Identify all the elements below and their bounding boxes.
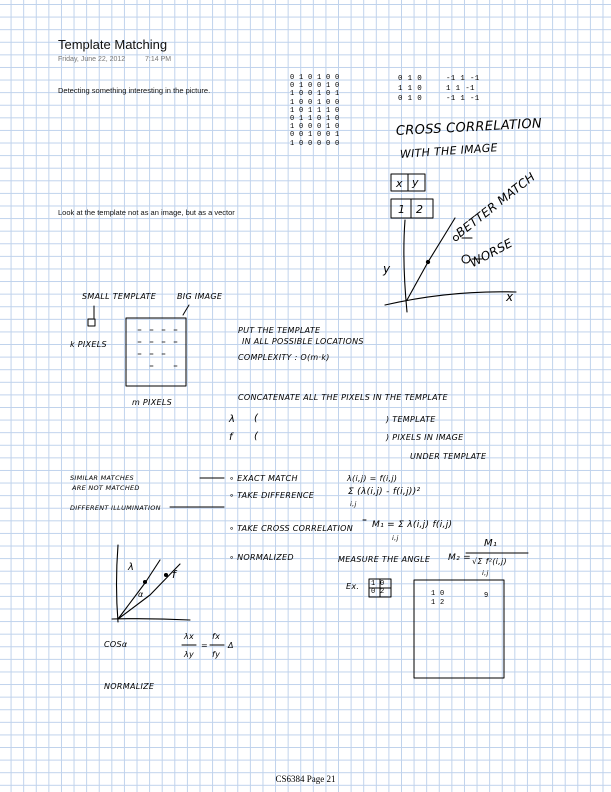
- example-inner-2: 1 2: [431, 599, 445, 607]
- example-grid-row: 0 2: [371, 588, 385, 596]
- matrix-row: 0 1 0 1 0 0: [290, 74, 340, 82]
- method-cross-correlation: ∘ TAKE CROSS CORRELATION: [229, 524, 354, 533]
- cell-x: x: [396, 177, 403, 190]
- matrix-row: 0 1 1 0 1 0: [290, 115, 340, 124]
- step-put-template: PUT THE TEMPLATE: [238, 326, 321, 335]
- lambda-label: λ: [229, 414, 236, 425]
- m2-numerator: M₁: [484, 538, 498, 549]
- template-row: -1 1 -1: [446, 95, 480, 103]
- matrix-row: 0 0 1 0 0 1: [290, 131, 340, 140]
- vector-diagram: [112, 545, 224, 645]
- normalize-label: NORMALIZE: [104, 682, 155, 691]
- worse-label: WORSE: [467, 235, 515, 270]
- lambda-open-paren: (: [254, 413, 259, 424]
- cross-correlation-line1: CROSS CORRELATION: [395, 116, 543, 139]
- example-inner-3: 9: [484, 592, 489, 600]
- cross-correlation-equation: M₁ = Σ λ(i,j) f(i,j): [372, 520, 453, 530]
- binary-matrix: [290, 74, 340, 148]
- k-pixels-label: k PIXELS: [70, 340, 107, 349]
- vector-lambda: λ: [128, 562, 135, 573]
- page-footer: CS6384 Page 21: [275, 774, 336, 784]
- matrix-row: 1 0 0 1 0 0: [290, 98, 340, 107]
- template-row: -1 1 -1: [446, 75, 480, 83]
- ratio-delta: Δ: [228, 641, 234, 650]
- correlation-graph: [385, 218, 516, 312]
- cell-2: 2: [416, 203, 424, 216]
- matrix-row: 1 0 0 0 0 0: [290, 139, 340, 148]
- ratio-lambda-y: λy: [184, 650, 195, 659]
- cos-alpha-label: COSα: [104, 640, 128, 649]
- ratio-equals: =: [201, 641, 209, 650]
- page-date: Friday, June 22, 2012: [58, 56, 126, 63]
- matrix-row: 0 1 0 0 1 0: [290, 82, 340, 91]
- x-axis-label: x: [506, 290, 514, 304]
- difference-subscript: i,j: [350, 500, 357, 508]
- exact-match-equation: λ(i,j) = f(i,j): [347, 474, 398, 483]
- example-grid: [371, 580, 385, 596]
- ratio-lambda-x: λx: [184, 632, 195, 641]
- template-row: 1 1 -1: [446, 85, 475, 93]
- step-all-locations: IN ALL POSSIBLE LOCATIONS: [242, 337, 364, 346]
- page-time: 7:14 PM: [145, 56, 172, 63]
- f-label: f: [229, 432, 233, 443]
- similar-matches-label: SIMILAR MATCHES: [70, 474, 134, 482]
- measure-angle-label: MEASURE THE ANGLE: [338, 555, 431, 564]
- different-illumination-label: DIFFERENT ILLUMINATION: [70, 504, 161, 512]
- cell-y: y: [412, 176, 419, 189]
- small-template-label: SMALL TEMPLATE: [82, 292, 157, 301]
- template-row: 0 1 0: [398, 75, 423, 83]
- step-concatenate: CONCATENATE ALL THE PIXELS IN THE TEMPLATE: [238, 393, 448, 402]
- m2-label: M₂ =: [448, 553, 471, 563]
- vector-text: Look at the template not as an image, but as a vector: [58, 208, 235, 217]
- vector-f: f: [172, 568, 177, 581]
- f-pixels-in-image: ) PIXELS IN IMAGE: [386, 433, 464, 442]
- lambda-template: ) TEMPLATE: [386, 415, 436, 424]
- matrix-row: 1 0 1 1 1 0: [290, 106, 340, 115]
- f-open-paren: (: [254, 431, 259, 442]
- difference-equation: Σ (λ(i,j) - f(i,j))²: [348, 487, 421, 497]
- method-take-difference: ∘ TAKE DIFFERENCE: [229, 491, 315, 500]
- cross-correlation-subscript: i,j: [392, 534, 399, 542]
- signed-template: [446, 74, 480, 104]
- m2-subscript: i,j: [482, 569, 489, 577]
- matrix-row: 1 0 0 0 1 0: [290, 123, 340, 132]
- ratio-f-y: fy: [212, 650, 221, 659]
- ratio-f-x: fx: [212, 632, 221, 641]
- example-inner-1: 1 0: [431, 590, 445, 598]
- method-normalized: ∘ NORMALIZED: [229, 553, 294, 562]
- matrix-row: 1 0 0 1 0 1: [290, 90, 340, 99]
- big-image-label: BIG IMAGE: [177, 292, 223, 301]
- intro-text: Detecting something interesting in the picture.: [58, 86, 211, 95]
- example-label: Ex.: [346, 582, 360, 591]
- under-template: UNDER TEMPLATE: [410, 452, 487, 461]
- page-title: Template Matching: [58, 37, 168, 52]
- small-binary-template: [398, 74, 422, 104]
- template-row: 1 1 0: [398, 85, 423, 93]
- template-row: 0 1 0: [398, 95, 423, 103]
- m-pixels-label: m PIXELS: [132, 398, 172, 407]
- y-axis-label: y: [383, 262, 391, 276]
- m2-denominator: √Σ f²(i,j): [472, 557, 507, 566]
- step-complexity: COMPLEXITY : O(m·k): [238, 353, 330, 362]
- method-exact-match: ∘ EXACT MATCH: [229, 474, 298, 483]
- method-connectors: [170, 478, 224, 507]
- better-match-label: BETTER MATCH: [453, 169, 538, 240]
- cross-correlation-line2: WITH THE IMAGE: [399, 141, 499, 161]
- example-grid-row: 1 0: [371, 580, 385, 588]
- not-matched-label: ARE NOT MATCHED: [72, 484, 140, 492]
- vector-alpha: α: [138, 590, 144, 599]
- cell-1: 1: [398, 203, 406, 216]
